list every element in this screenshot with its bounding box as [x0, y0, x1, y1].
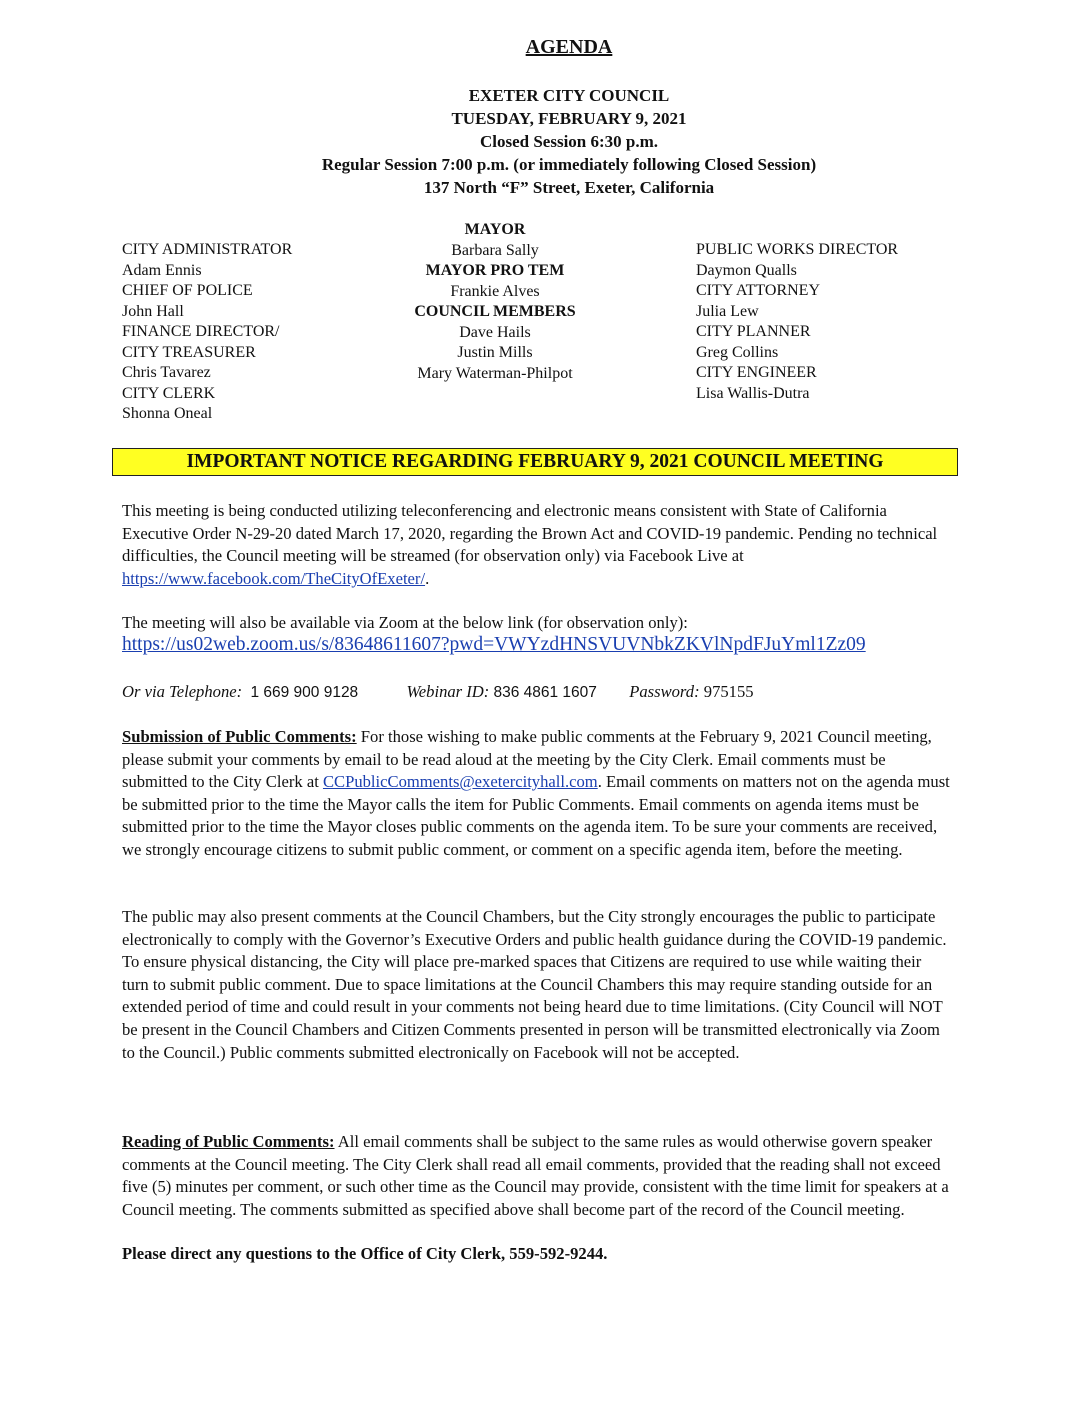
official-line: CHIEF OF POLICE	[122, 282, 253, 299]
official-line: CITY ATTORNEY	[696, 282, 820, 299]
meeting-header	[0, 84, 1088, 199]
mayor-title: MAYOR	[464, 221, 526, 238]
in-person-paragraph: The public may also present comments at the Council Chambers, but the City strongly encourages the public to participate electronically to comply with the Governor’s Executive Orders and public health guidance during the COVID-19 pandemic. To ensure physical distancing, the City will place pre-marked spaces that Citizens are required to use while waiting their turn to submit public comment. Due to space limitations at the Council Chambers this may require standing outside for an extended period of time and could result in your comments not being heard due to time limitations. (City Council will NOT be present in the Council Chambers and Citizen Comments presented in person will be transmitted electronically via Zoom to the Council.) Public comments submitted electronically on Facebook will not be accepted.	[122, 907, 947, 1062]
telephone-number: 1 669 900 9128	[250, 684, 359, 701]
closing-contact: Please direct any questions to the Office of City Clerk, 559-592-9244.	[122, 1244, 608, 1263]
reading-text: All email comments shall be subject to the same rules as would otherwise govern speaker comments at the Council meeting. The City Clerk shall read all email comments, provided that the reading shall not exceed five (5) minutes per comment, or such other time as the Council may provide, consistent with the time limit for speakers at a Council meeting. The comments submitted as specified above shall become part of the record of the Council meeting.	[122, 1132, 949, 1219]
officials-left-column	[122, 240, 292, 425]
official-line: Julia Lew	[696, 302, 759, 320]
official-line: John Hall	[122, 302, 184, 320]
official-line: CITY PLANNER	[696, 323, 811, 340]
zoom-intro: The meeting will also be available via Zoom at the below link (for observation only):	[122, 613, 688, 632]
official-line: Greg Collins	[696, 343, 779, 361]
mayor-name: Barbara Sally	[451, 241, 539, 259]
official-line: CITY ADMINISTRATOR	[122, 241, 293, 258]
official-line: PUBLIC WORKS DIRECTOR	[696, 241, 899, 258]
regular-session-time: Regular Session 7:00 p.m. (or immediately following Closed Session)	[321, 155, 817, 174]
public-comments-email-link[interactable]: CCPublicComments@exetercityhall.com	[322, 772, 598, 792]
teleconference-paragraph	[122, 500, 952, 590]
password-value: 975155	[703, 682, 754, 701]
submission-heading: Submission of Public Comments:	[122, 727, 357, 746]
official-line: FINANCE DIRECTOR/	[122, 323, 280, 340]
council-members-title: COUNCIL MEMBERS	[414, 303, 576, 320]
reading-heading: Reading of Public Comments:	[122, 1132, 335, 1151]
password-label: Password	[629, 682, 695, 701]
zoom-link[interactable]: https://us02web.zoom.us/s/83648611607?pwd=VWYzdHNSVUVNbkZKVlNpdFJuYml1Zz09	[122, 634, 866, 655]
officials-middle-column	[380, 220, 610, 384]
reading-paragraph	[122, 1131, 952, 1221]
agenda-title: AGENDA	[525, 36, 613, 58]
submission-text-after: . Email comments on matters not on the agenda must be submitted prior to the time the Mayor calls the item for Public Comments. Email comments on agenda items must be submitted prior to the time the Mayor closes public comments on the agenda item. To be sure your comments are received, we strongly encourage citizens to submit public comment, or comment on a specific agenda item, before the meeting.	[122, 772, 950, 859]
important-notice-banner: IMPORTANT NOTICE REGARDING FEBRUARY 9, 2021 COUNCIL MEETING	[112, 448, 958, 476]
official-line: CITY ENGINEER	[696, 364, 817, 381]
pro-tem-name: Frankie Alves	[450, 282, 540, 300]
council-member: Dave Hails	[459, 323, 531, 341]
teleconference-end: .	[425, 568, 430, 588]
webinar-label: Webinar ID	[406, 682, 484, 701]
meeting-date: TUESDAY, FEBRUARY 9, 2021	[451, 109, 687, 128]
telephone-line: Or via Telephone: 1 669 900 9128 Webinar ID: 836 4861 1607 Password: 975155	[122, 682, 754, 701]
official-line: Chris Tavarez	[122, 364, 211, 381]
teleconference-text: This meeting is being conducted utilizing teleconferencing and electronic means consistent with State of California Executive Order N-29-20 dated March 17, 2020, regarding the Brown Act and COVID-19 pandemic. Pending no technical difficulties, the Council meeting will be streamed (for observation only) via Facebook Live at	[122, 501, 938, 566]
official-line: Shonna Oneal	[122, 405, 213, 422]
council-member: Mary Waterman-Philpot	[417, 364, 573, 382]
submission-text: For those wishing to make public comments at the February 9, 2021 Council meeting, please submit your comments by email to be read aloud at the meeting by the City Clerk. Email comments must be submitted to the City Clerk at	[122, 727, 932, 792]
telephone-label: Or via Telephone	[122, 682, 237, 701]
officials-right-column	[696, 240, 898, 404]
webinar-id: 836 4861 1607	[493, 684, 597, 701]
closed-session-time: Closed Session 6:30 p.m.	[479, 132, 659, 151]
official-line: Adam Ennis	[122, 261, 202, 279]
official-line: CITY CLERK	[122, 384, 216, 402]
official-line: CITY TREASURER	[122, 343, 256, 361]
meeting-address: 137 North “F” Street, Exeter, California	[423, 178, 715, 197]
council-member: Justin Mills	[457, 344, 533, 361]
official-line: Daymon Qualls	[696, 261, 797, 279]
official-line: Lisa Wallis-Dutra	[696, 384, 810, 402]
pro-tem-title: MAYOR PRO TEM	[425, 262, 565, 279]
facebook-link[interactable]: https://www.facebook.com/TheCityOfExeter/	[122, 568, 426, 588]
council-name: EXETER CITY COUNCIL	[468, 86, 670, 105]
submission-paragraph	[122, 726, 952, 862]
